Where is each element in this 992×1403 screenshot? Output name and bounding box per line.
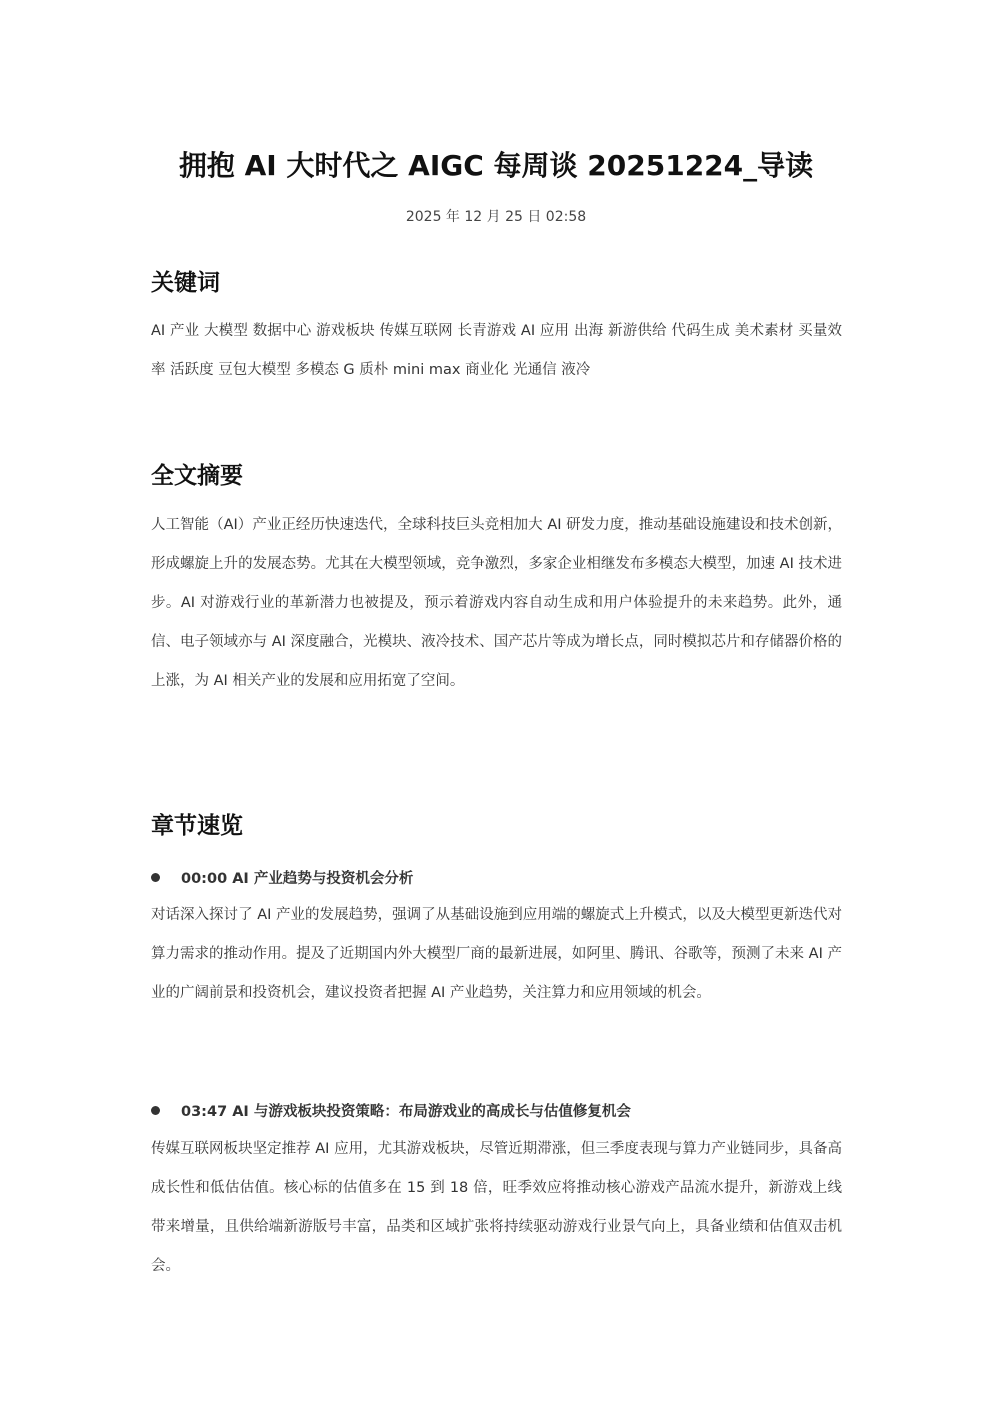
bullet-icon <box>151 1106 160 1115</box>
chapter-item-text: 对话深入探讨了 AI 产业的发展趋势，强调了从基础设施到应用端的螺旋式上升模式，以及大模型更新迭代对算力需求的推动作用。提及了近期国内外大模型厂商的最新进展，如阿里、腾讯、谷歌等，预测了未来 AI 产业的广阔前景和投资机会，建议投资者把握 AI 产业趋势，关注算力和应用领域的机会。 <box>151 907 842 1001</box>
chapter-item-text: 传媒互联网板块坚定推荐 AI 应用，尤其游戏板块，尽管近期滞涨，但三季度表现与算力产业链同步，具备高成长性和低估估值。核心标的估值多在 15 到 18 倍，旺季效应将推动核心游戏产品流水提升，新游戏上线带来增量，且供给端新游版号丰富，品类和区域扩张将持续驱动游戏行业景气向上，具备业绩和估值双击机会。 <box>151 1141 842 1274</box>
chapter-item-title: 03:47 AI 与游戏板块投资策略：布局游戏业的高成长与估值修复机会 <box>181 1103 631 1120</box>
summary-heading: 全文摘要 <box>151 463 243 489</box>
keywords-text: AI 产业 大模型 数据中心 游戏板块 传媒互联网 长青游戏 AI 应用 出海 新游供给 代码生成 美术素材 买量效率 活跃度 豆包大模型 多模态 G 质朴 mini max 商业化 光通信 液冷 <box>151 323 842 378</box>
document-title: 拥抱 AI 大时代之 AIGC 每周谈 20251224_导读 <box>178 149 814 182</box>
chapters-heading: 章节速览 <box>151 813 243 839</box>
bullet-icon <box>151 873 160 882</box>
chapter-item-title-row <box>151 864 842 890</box>
keywords-heading: 关键词 <box>151 270 220 296</box>
document-date: 2025 年 12 月 25 日 02:58 <box>405 209 587 225</box>
summary-text: 人工智能（AI）产业正经历快速迭代，全球科技巨头竞相加大 AI 研发力度，推动基础设施建设和技术创新，形成螺旋上升的发展态势。尤其在大模型领域，竞争激烈，多家企业相继发布多模态大模型，加速 AI 技术进步。AI 对游戏行业的革新潜力也被提及，预示着游戏内容自动生成和用户体验提升的未来趋势。此外，通信、电子领域亦与 AI 深度融合，光模块、液冷技术、国产芯片等成为增长点，同时模拟芯片和存储器价格的上涨，为 AI 相关产业的发展和应用拓宽了空间。 <box>151 517 842 689</box>
chapter-item-title: 00:00 AI 产业趋势与投资机会分析 <box>181 870 414 887</box>
chapter-item-title-row <box>151 1097 842 1123</box>
